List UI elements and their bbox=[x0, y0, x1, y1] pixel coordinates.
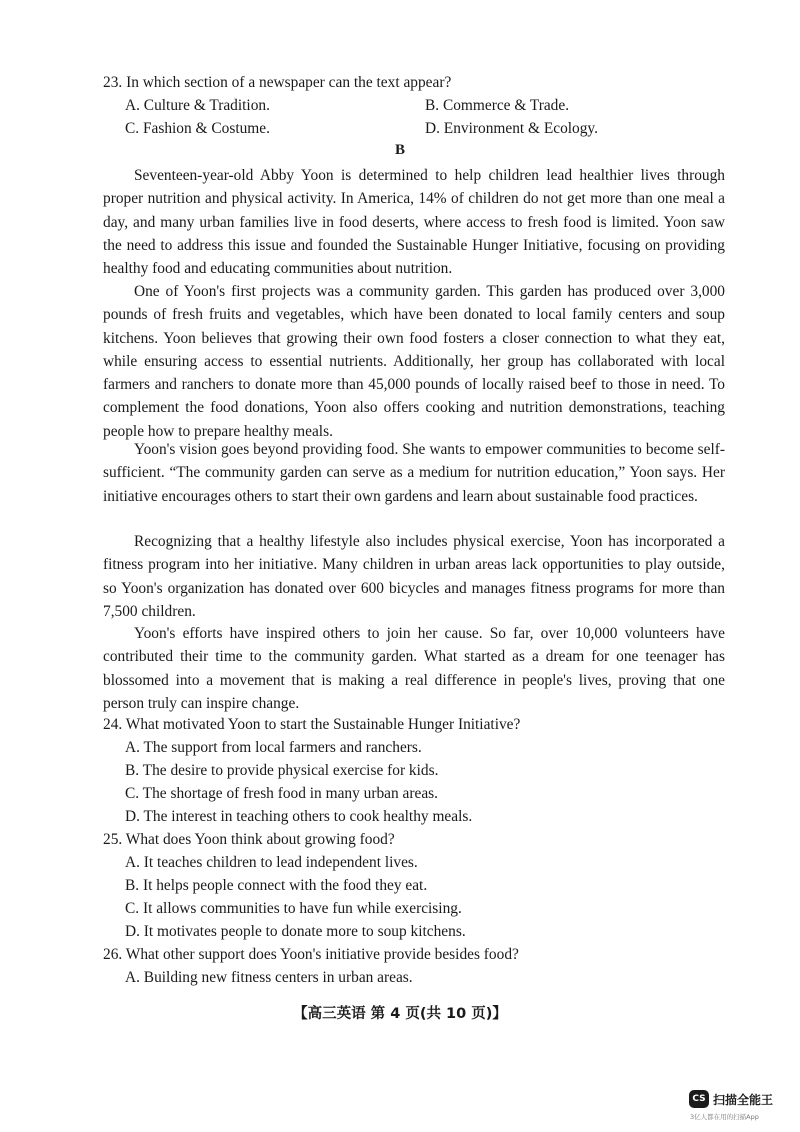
q24-option-c: C. The shortage of fresh food in many urban areas. bbox=[125, 785, 438, 802]
q25-stem: 25. What does Yoon think about growing food? bbox=[103, 831, 395, 848]
scanner-app-name: 扫描全能王 bbox=[713, 1092, 774, 1107]
scanner-tagline: 3亿人都在用的扫描App bbox=[690, 1113, 759, 1121]
q26-option-a: A. Building new fitness centers in urban areas. bbox=[125, 969, 413, 986]
q25-option-d: D. It motivates people to donate more to soup kitchens. bbox=[125, 923, 466, 940]
section-b-heading: B bbox=[394, 142, 405, 158]
cs-logo-icon: CS bbox=[689, 1090, 709, 1108]
scanner-watermark bbox=[689, 1090, 773, 1108]
q23-option-a: A. Culture & Tradition. bbox=[125, 97, 270, 114]
q23-option-c: C. Fashion & Costume. bbox=[125, 120, 270, 137]
passage-paragraph-4: Recognizing that a healthy lifestyle also includes physical exercise, Yoon has incorporated a fitness program into her initiative. Many children in urban areas lack opportunities to play outside, so Yoon's organization has donated over 600 bicycles and manages fitness programs for more than 7,500 children. bbox=[103, 533, 725, 620]
passage-paragraph-3: Yoon's vision goes beyond providing food. She wants to empower communities to become self-sufficient. “The community garden can serve as a medium for nutrition education,” Yoon says. Her initiative encourages others to start their own gardens and learn about sustainable food practices. bbox=[103, 441, 725, 505]
q24-option-d: D. The interest in teaching others to cook healthy meals. bbox=[125, 808, 473, 825]
passage-paragraph-5: Yoon's efforts have inspired others to join her cause. So far, over 10,000 volunteers have contributed their time to the community garden. What started as a dream for one teenager has blossomed into a movement that is making a real difference in people's lives, proving that one person truly can inspire change. bbox=[103, 625, 725, 712]
page-footer: 【高三英语 第 4 页(共 10 页)】 bbox=[293, 1006, 507, 1022]
q23-option-b: B. Commerce & Trade. bbox=[425, 97, 570, 114]
passage-paragraph-2: One of Yoon's first projects was a community garden. This garden has produced over 3,000 pounds of fresh fruits and vegetables, which have been donated to local family centers and soup kitchens. Yoon believes that growing their own food fosters a closer connection to what they eat, while ensuring access to essential nutrients. Additionally, her group has collaborated with local farmers and ranchers to donate more than 45,000 pounds of locally raised beef to those in need. To complement the food donations, Yoon also offers cooking and nutrition demonstrations, teaching people how to prepare healthy meals. bbox=[103, 283, 725, 440]
q25-option-c: C. It allows communities to have fun while exercising. bbox=[125, 900, 462, 917]
q26-stem: 26. What other support does Yoon's initiative provide besides food? bbox=[103, 946, 519, 963]
q23-stem: 23. In which section of a newspaper can the text appear? bbox=[103, 74, 452, 91]
q23-option-d: D. Environment & Ecology. bbox=[425, 120, 598, 137]
q24-option-a: A. The support from local farmers and ranchers. bbox=[125, 739, 422, 756]
q24-option-b: B. The desire to provide physical exercise for kids. bbox=[125, 762, 439, 779]
q25-option-a: A. It teaches children to lead independent lives. bbox=[125, 854, 418, 871]
q24-stem: 24. What motivated Yoon to start the Sustainable Hunger Initiative? bbox=[103, 716, 521, 733]
passage-paragraph-1: Seventeen-year-old Abby Yoon is determined to help children lead healthier lives through proper nutrition and physical activity. In America, 14% of children do not get more than one meal a day, and many urban families live in food deserts, where access to fresh food is limited. Yoon saw the need to address this issue and founded the Sustainable Hunger Initiative, focusing on providing healthy food and educating communities about nutrition. bbox=[103, 167, 725, 278]
q25-option-b: B. It helps people connect with the food they eat. bbox=[125, 877, 428, 894]
